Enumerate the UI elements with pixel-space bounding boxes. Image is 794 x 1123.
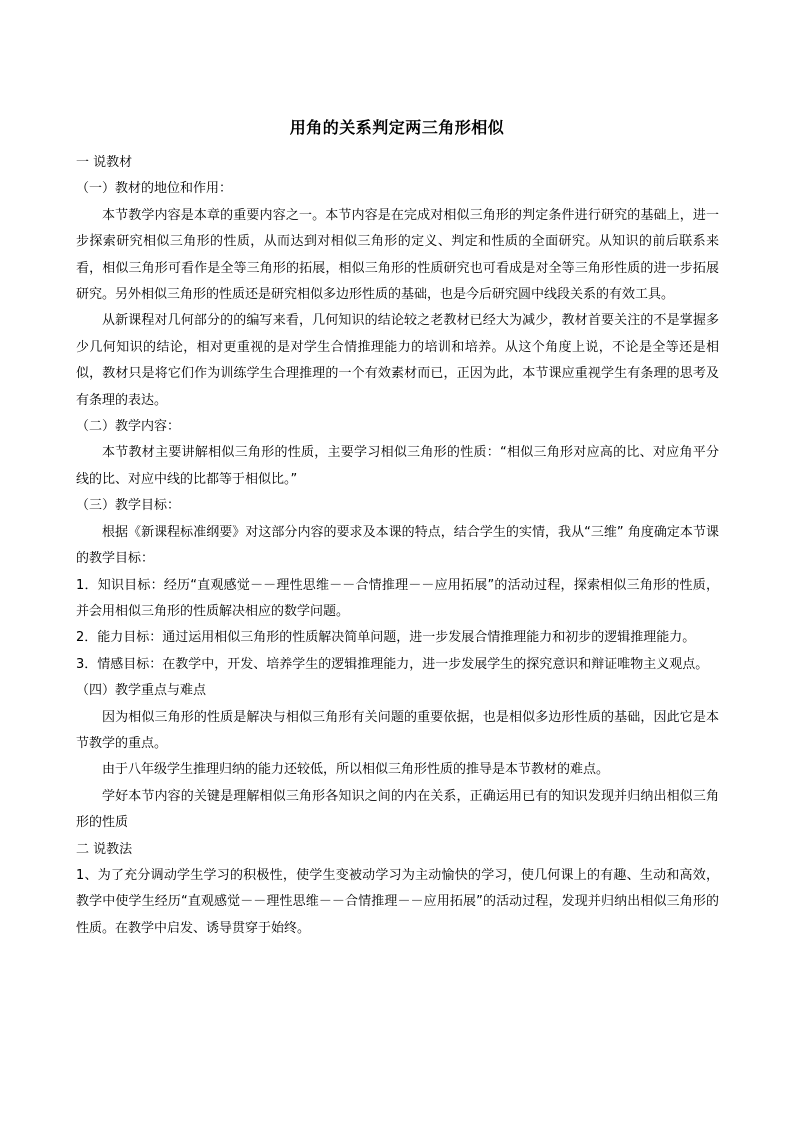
paragraph: 因为相似三角形的性质是解决与相似三角形有关问题的重要依据，也是相似多边形性质的基础，因此它是本节教学的重点。 <box>76 709 719 751</box>
paragraph: 从新课程对几何部分的的编写来看，几何知识的结论较之老教材已经大为减少，教材首要关注的不是掌握多少几何知识的结论，相对更重视的是对学生合情推理能力的培训和培养。从这个角度上说，不论是全等还是相似，教材只是将它们作为训练学生合理推理的一个有效素材而已，正因为此，本节课应重视学生有条理的思考及有条理的表达。 <box>76 313 719 408</box>
paragraph: 由于八年级学生推理归纳的能力还较低，所以相似三角形性质的推导是本节教材的难点。 <box>102 762 610 778</box>
list-item: 1、为了充分调动学生学习的积极性，使学生变被动学习为主动愉快的学习，使几何课上的有趣、生动和高效，教学中使学生经历“直观感觉－－理性思维－－合情推理－－应用拓展”的活动过程，发现并归纳出相似三角形的性质。在教学中启发、诱导贯穿于始终。 <box>76 867 719 936</box>
subsection-heading: （一）教材的地位和作用： <box>76 181 233 197</box>
paragraph: 根据《新课程标准纲要》对这部分内容的要求及本课的特点，结合学生的实情，我从“三维” 角度确定本节课的教学目标： <box>76 524 719 567</box>
subsection-heading: （二）教学内容： <box>76 419 181 435</box>
list-item: 1．知识目标：经历“直观感觉－－理性思维－－合情推理－－应用拓展”的活动过程，探索相似三角形的性质，并会用相似三角形的性质解决相应的数学问题。 <box>76 577 719 619</box>
list-item: 2．能力目标：通过运用相似三角形的性质解决简单问题，进一步发展合情推理能力和初步的逻辑推理能力。 <box>76 630 696 646</box>
paragraph: 本节教学内容是本章的重要内容之一。本节内容是在完成对相似三角形的判定条件进行研究的基础上，进一步探索研究相似三角形的性质，从而达到对相似三角形的定义、判定和性质的全面研究。从知识的前后联系来看，相似三角形可看作是全等三角形的拓展，相似三角形的性质研究也可看成是对全等三角形性质的进一步拓展研究。另外相似三角形的性质还是研究相似多边形性质的基础，也是今后研究圆中线段关系的有效工具。 <box>76 207 719 303</box>
section-heading: 二 说教法 <box>76 841 133 857</box>
section-heading: 一 说教材 <box>76 155 133 170</box>
list-item: 3．情感目标：在教学中，开发、培养学生的逻辑推理能力，进一步发展学生的探究意识和辩证唯物主义观点。 <box>76 656 709 672</box>
document-body <box>76 150 719 942</box>
subsection-heading: （四）教学重点与难点 <box>76 683 207 699</box>
subsection-heading: （三）教学目标： <box>76 498 181 514</box>
paragraph: 学好本节内容的关键是理解相似三角形各知识之间的内在关系，正确运用已有的知识发现并归纳出相似三角形的性质 <box>76 788 719 831</box>
paragraph: 本节教材主要讲解相似三角形的性质，主要学习相似三角形的性质：“相似三角形对应高的比、对应角平分线的比、对应中线的比都等于相似比。” <box>76 445 719 487</box>
document-title: 用角的关系判定两三角形相似 <box>289 118 505 137</box>
